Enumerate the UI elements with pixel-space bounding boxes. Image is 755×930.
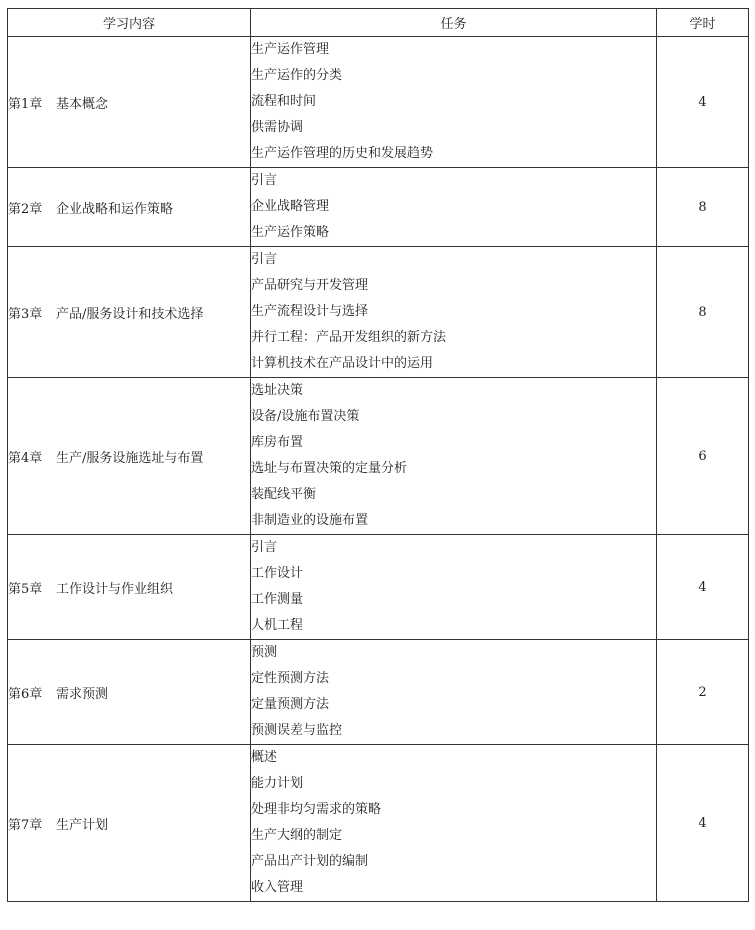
task-item: 设备/设施布置决策: [251, 409, 360, 424]
header-tasks: 任务: [251, 9, 657, 37]
task-item: 预测误差与监控: [251, 723, 343, 738]
chapter-number: 第7章: [8, 817, 43, 833]
table-row: [8, 535, 749, 640]
task-item: 非制造业的设施布置: [251, 513, 369, 528]
hours-cell: 6: [657, 378, 749, 535]
task-item: 生产运作策略: [251, 225, 330, 240]
tasks-cell: [251, 247, 657, 378]
task-item: 库房布置: [251, 435, 304, 450]
chapter-cell: [8, 378, 251, 535]
tasks-cell: [251, 378, 657, 535]
task-item: 处理非均匀需求的策略: [251, 802, 382, 817]
task-item: 能力计划: [251, 776, 304, 791]
chapter-number: 第4章: [8, 450, 43, 466]
chapter-title: 产品/服务设计和技术选择: [56, 306, 204, 322]
task-item: 工作设计: [251, 566, 304, 581]
hours-cell: 4: [657, 535, 749, 640]
hours-cell: 4: [657, 37, 749, 168]
tasks-cell: [251, 535, 657, 640]
hours-cell: 4: [657, 745, 749, 902]
task-item: 并行工程：产品开发组织的新方法: [251, 330, 447, 345]
chapter-title: 企业战略和运作策略: [56, 201, 174, 217]
task-item: 定量预测方法: [251, 697, 330, 712]
table-body: [8, 37, 749, 902]
chapter-cell: [8, 37, 251, 168]
task-item: 装配线平衡: [251, 487, 317, 502]
header-row: [8, 9, 749, 37]
syllabus-table: [7, 8, 749, 902]
chapter-number: 第3章: [8, 306, 43, 322]
tasks-cell: [251, 168, 657, 247]
hours-cell: 2: [657, 640, 749, 745]
tasks-cell: [251, 745, 657, 902]
task-item: 收入管理: [251, 880, 304, 895]
chapter-title: 基本概念: [56, 96, 109, 112]
task-item: 供需协调: [251, 120, 304, 135]
table-row: [8, 378, 749, 535]
table-row: [8, 168, 749, 247]
task-item: 预测: [251, 645, 278, 660]
task-item: 引言: [251, 173, 278, 188]
chapter-number: 第5章: [8, 581, 43, 597]
task-item: 引言: [251, 540, 278, 555]
task-item: 生产运作管理: [251, 42, 330, 57]
task-item: 定性预测方法: [251, 671, 330, 686]
task-item: 人机工程: [251, 618, 304, 633]
chapter-cell: [8, 168, 251, 247]
hours-cell: 8: [657, 168, 749, 247]
task-item: 选址与布置决策的定量分析: [251, 461, 408, 476]
task-item: 产品研究与开发管理: [251, 278, 369, 293]
task-item: 计算机技术在产品设计中的运用: [251, 356, 434, 371]
tasks-cell: [251, 37, 657, 168]
task-item: 生产大纲的制定: [251, 828, 343, 843]
hours-cell: 8: [657, 247, 749, 378]
task-item: 工作测量: [251, 592, 304, 607]
chapter-title: 生产/服务设施选址与布置: [56, 450, 204, 466]
chapter-title: 需求预测: [56, 686, 109, 702]
task-item: 概述: [251, 750, 278, 765]
table-row: [8, 37, 749, 168]
table-row: [8, 640, 749, 745]
task-item: 选址决策: [251, 383, 304, 398]
chapter-cell: [8, 247, 251, 378]
chapter-number: 第6章: [8, 686, 43, 702]
chapter-title: 工作设计与作业组织: [56, 581, 174, 597]
task-item: 生产运作的分类: [251, 68, 343, 83]
chapter-number: 第1章: [8, 96, 43, 112]
task-item: 产品出产计划的编制: [251, 854, 369, 869]
table-row: [8, 247, 749, 378]
task-item: 引言: [251, 252, 278, 267]
chapter-title: 生产计划: [56, 817, 109, 833]
header-content: 学习内容: [8, 9, 251, 37]
task-item: 流程和时间: [251, 94, 317, 109]
task-item: 生产运作管理的历史和发展趋势: [251, 146, 434, 161]
tasks-cell: [251, 640, 657, 745]
chapter-number: 第2章: [8, 201, 43, 217]
header-hours: 学时: [657, 9, 749, 37]
chapter-cell: [8, 535, 251, 640]
chapter-cell: [8, 745, 251, 902]
table-row: [8, 745, 749, 902]
task-item: 生产流程设计与选择: [251, 304, 369, 319]
task-item: 企业战略管理: [251, 199, 330, 214]
chapter-cell: [8, 640, 251, 745]
